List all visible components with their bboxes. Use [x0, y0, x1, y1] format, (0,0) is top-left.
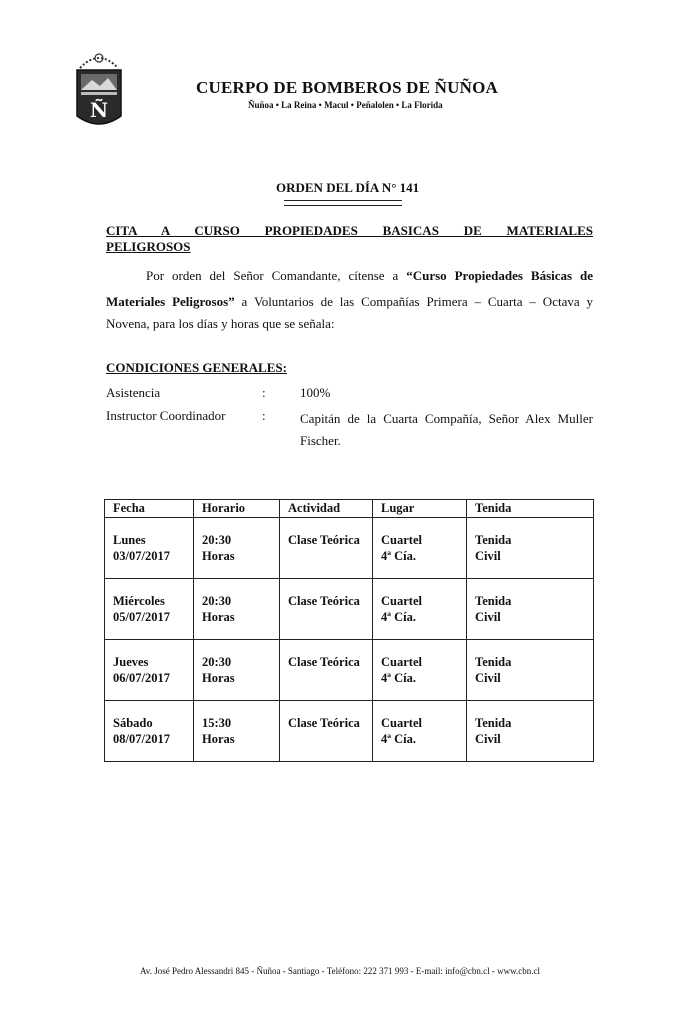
column-header-attire: Tenida	[467, 500, 594, 518]
date-value: 05/07/2017	[113, 610, 170, 624]
table-row	[105, 579, 594, 640]
time-cell	[194, 701, 280, 762]
condition-value: Capitán de la Cuarta Compañía, Señor Alex Muller Fischer.	[300, 411, 593, 448]
date-value: 08/07/2017	[113, 732, 170, 746]
time-value: 20:30	[202, 655, 232, 669]
place-cell	[373, 579, 467, 640]
time-cell	[194, 518, 280, 579]
day-name: Miércoles	[113, 594, 165, 608]
attire-cell	[467, 579, 594, 640]
subject-line-1: CITA A CURSO PROPIEDADES BASICAS DE MATERIALES	[106, 223, 593, 238]
table-row	[105, 701, 594, 762]
attire-cell	[467, 640, 594, 701]
condition-value: 100%	[300, 385, 331, 400]
column-header-activity: Actividad	[280, 500, 373, 518]
activity-cell: Clase Teórica	[280, 640, 373, 701]
day-name: Sábado	[113, 716, 153, 730]
place-company: 4ª Cía.	[381, 732, 416, 746]
intro-line-1	[146, 268, 593, 284]
condition-colon: :	[262, 408, 266, 423]
time-value: 20:30	[202, 594, 232, 608]
attire-line-2: Civil	[475, 732, 501, 746]
communes-subtitle: Ñuñoa • La Reina • Macul • Peñalolen • La Florida	[248, 100, 443, 110]
activity-cell: Clase Teórica	[280, 579, 373, 640]
fire-department-emblem	[70, 46, 128, 130]
attire-cell	[467, 518, 594, 579]
activity-cell: Clase Teórica	[280, 518, 373, 579]
place-cell	[373, 640, 467, 701]
date-cell	[105, 579, 194, 640]
condition-label: Asistencia	[106, 385, 161, 400]
attire-line-2: Civil	[475, 671, 501, 685]
title-double-rule	[284, 200, 402, 206]
place-company: 4ª Cía.	[381, 671, 416, 685]
time-unit: Horas	[202, 732, 235, 746]
condition-colon: :	[262, 385, 266, 400]
intro-text: a Voluntarios de las Compañías Primera – Cuarta – Octava y	[234, 294, 593, 309]
conditions-title: CONDICIONES GENERALES:	[106, 360, 287, 375]
organization-name: CUERPO DE BOMBEROS DE ÑUÑOA	[196, 78, 498, 97]
attire-cell	[467, 701, 594, 762]
column-header-time: Horario	[194, 500, 280, 518]
attire-line-1: Tenida	[475, 716, 512, 730]
time-unit: Horas	[202, 610, 235, 624]
time-unit: Horas	[202, 671, 235, 685]
place-name: Cuartel	[381, 716, 422, 730]
place-cell	[373, 518, 467, 579]
date-cell	[105, 701, 194, 762]
date-value: 06/07/2017	[113, 671, 170, 685]
time-unit: Horas	[202, 549, 235, 563]
day-name: Jueves	[113, 655, 149, 669]
column-header-date: Fecha	[105, 500, 194, 518]
place-cell	[373, 701, 467, 762]
condition-label: Instructor Coordinador	[106, 408, 226, 423]
time-value: 15:30	[202, 716, 232, 730]
schedule-table	[104, 499, 594, 762]
intro-line-2	[106, 294, 593, 310]
table-row	[105, 518, 594, 579]
place-company: 4ª Cía.	[381, 549, 416, 563]
order-title: ORDEN DEL DÍA N° 141	[276, 180, 420, 195]
day-name: Lunes	[113, 533, 146, 547]
date-cell	[105, 518, 194, 579]
attire-line-2: Civil	[475, 610, 501, 624]
place-name: Cuartel	[381, 594, 422, 608]
place-name: Cuartel	[381, 655, 422, 669]
place-name: Cuartel	[381, 533, 422, 547]
table-row	[105, 640, 594, 701]
table-header-row	[105, 500, 594, 518]
column-header-place: Lugar	[373, 500, 467, 518]
emblem-letter: Ñ	[89, 98, 109, 122]
date-cell	[105, 640, 194, 701]
activity-cell: Clase Teórica	[280, 701, 373, 762]
attire-line-1: Tenida	[475, 594, 512, 608]
place-company: 4ª Cía.	[381, 610, 416, 624]
attire-line-2: Civil	[475, 549, 501, 563]
attire-line-1: Tenida	[475, 533, 512, 547]
date-value: 03/07/2017	[113, 549, 170, 563]
time-value: 20:30	[202, 533, 232, 547]
footer-address: Av. José Pedro Alessandri 845 - Ñuñoa - Santiago - Teléfono: 222 371 993 - E-mail: info@cbn.cl - www.cbn.cl	[139, 966, 541, 976]
intro-text: Por orden del Señor Comandante, cítense a	[146, 268, 407, 283]
subject-line-2: PELIGROSOS	[106, 239, 191, 254]
time-cell	[194, 640, 280, 701]
attire-line-1: Tenida	[475, 655, 512, 669]
time-cell	[194, 579, 280, 640]
intro-line-3: Novena, para los días y horas que se señala:	[106, 316, 335, 331]
course-name-part-1: “Curso Propiedades Básicas de	[406, 268, 594, 283]
course-name-part-2: Materiales Peligrosos”	[106, 294, 235, 309]
